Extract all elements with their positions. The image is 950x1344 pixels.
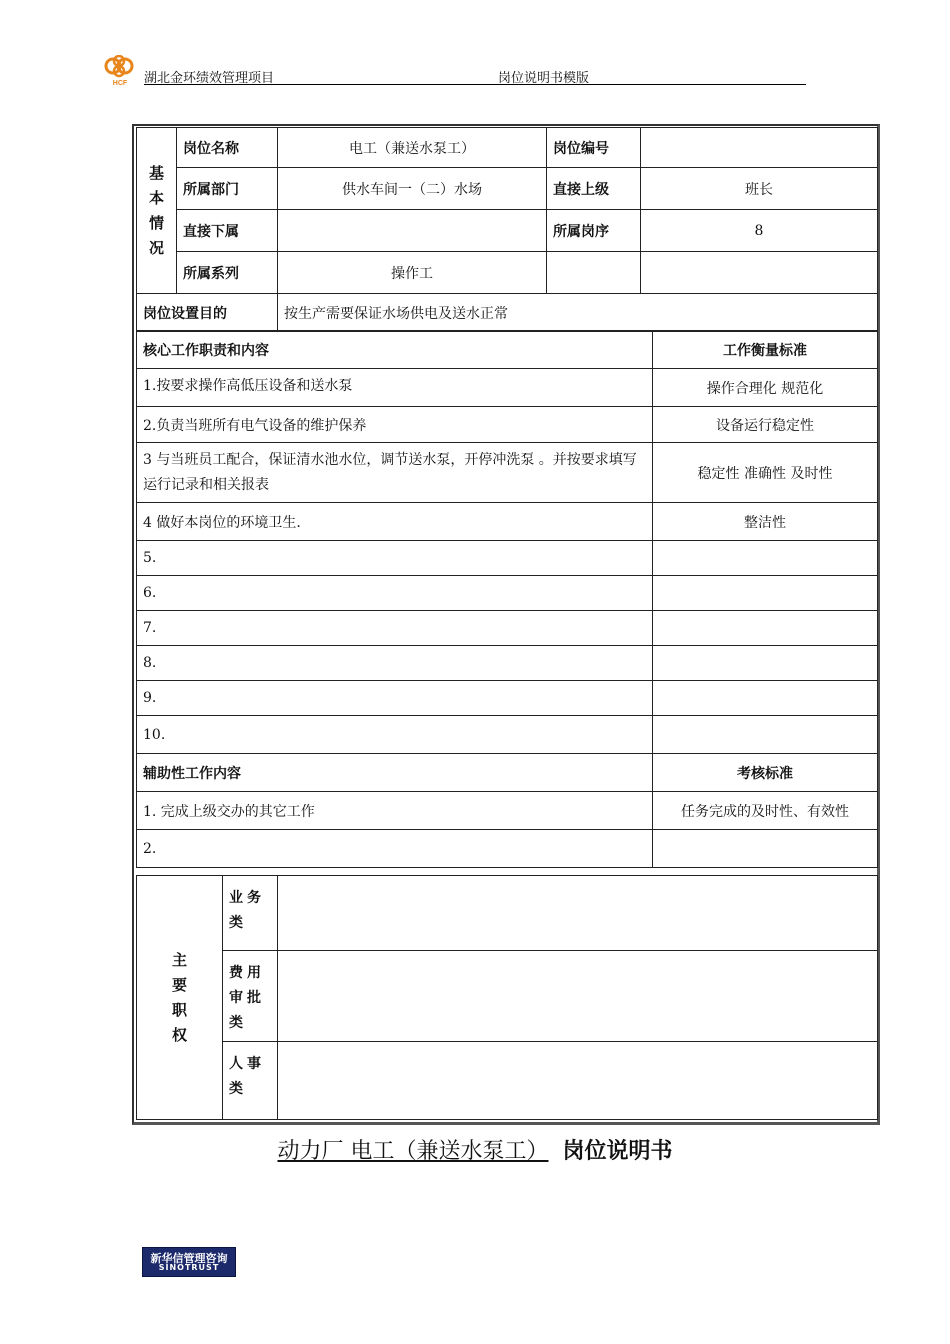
core-row-content: 4 做好本岗位的环境卫生.: [137, 503, 653, 541]
header-template-title: 岗位说明书模版: [498, 71, 590, 86]
authority-category-value: [278, 951, 878, 1042]
post-name-label: 岗位名称: [177, 128, 278, 168]
basic-info-table: [136, 127, 878, 332]
aux-row-content: 1. 完成上级交办的其它工作: [137, 792, 653, 830]
core-row-standard: [653, 716, 878, 754]
core-row-content: 8.: [137, 646, 653, 681]
dept-value: 供水车间一（二）水场: [278, 168, 547, 210]
subordinate-value: [278, 210, 547, 252]
seq-value: 8: [641, 210, 878, 252]
document-title: [0, 1134, 950, 1165]
dept-label: 所属部门: [177, 168, 278, 210]
post-name-value: 电工（兼送水泵工）: [278, 128, 547, 168]
series-value: 操作工: [278, 252, 547, 294]
core-row-standard: [653, 611, 878, 646]
document-title-suffix: 岗位说明书: [562, 1139, 673, 1164]
core-row-standard: 整洁性: [653, 503, 878, 541]
aux-row-standard: 任务完成的及时性、有效性: [653, 792, 878, 830]
aux-row-content: 2.: [137, 830, 653, 868]
core-row-standard: [653, 646, 878, 681]
core-row-content: 6.: [137, 576, 653, 611]
core-row-standard: 设备运行稳定性: [653, 407, 878, 443]
core-row-content: 10.: [137, 716, 653, 754]
svg-text:HCF: HCF: [112, 80, 128, 87]
core-standard-header: 工作衡量标准: [653, 331, 878, 369]
core-row-content: 7.: [137, 611, 653, 646]
authority-category-label: 人事类: [223, 1042, 278, 1120]
authority-category-value: [278, 876, 878, 951]
authority-table: [136, 875, 878, 1120]
superior-label: 直接上级: [547, 168, 641, 210]
core-row-standard: 操作合理化 规范化: [653, 369, 878, 407]
aux-standard-header: 考核标准: [653, 754, 878, 792]
document-title-main: 动力厂 电工（兼送水泵工）: [277, 1139, 549, 1164]
core-row-standard: 稳定性 准确性 及时性: [653, 443, 878, 503]
authority-category-value: [278, 1042, 878, 1120]
purpose-label: 岗位设置目的: [137, 294, 278, 332]
aux-row-standard: [653, 830, 878, 868]
core-row-content: 2.负责当班所有电气设备的维护保养: [137, 407, 653, 443]
subordinate-label: 直接下属: [177, 210, 278, 252]
post-no-value: [641, 128, 878, 168]
brand-cn-text: 新华信管理咨询: [150, 1252, 228, 1265]
post-no-label: 岗位编号: [547, 128, 641, 168]
purpose-value: 按生产需要保证水场供电及送水正常: [278, 294, 878, 332]
authority-category-label: 费用审批类: [223, 951, 278, 1042]
basic-section-label: 基 本 情 况: [137, 128, 177, 294]
authority-section-label: 主 要 职 权: [137, 876, 223, 1120]
core-row-content: 9.: [137, 681, 653, 716]
brand-en-text: SINOTRUST: [158, 1263, 220, 1272]
aux-header: 辅助性工作内容: [137, 754, 653, 792]
core-row-content: 1.按要求操作高低压设备和送水泵: [137, 369, 653, 407]
core-row-content: 5.: [137, 541, 653, 576]
header-project-title: 湖北金环绩效管理项目: [144, 71, 275, 86]
core-header: 核心工作职责和内容: [137, 331, 653, 369]
seq-label: 所属岗序: [547, 210, 641, 252]
core-row-standard: [653, 576, 878, 611]
core-row-standard: [653, 541, 878, 576]
core-duties-table: [136, 330, 878, 868]
header-rule: [144, 84, 806, 85]
page-header: [100, 55, 810, 87]
hcf-logo-icon: [100, 55, 140, 87]
series-empty-cell: [547, 252, 641, 294]
series-empty-cell-2: [641, 252, 878, 294]
superior-value: 班长: [641, 168, 878, 210]
authority-category-label: 业务类: [223, 876, 278, 951]
sinotrust-logo: [142, 1247, 236, 1277]
series-label: 所属系列: [177, 252, 278, 294]
core-row-standard: [653, 681, 878, 716]
core-row-content: 3 与当班员工配合，保证清水池水位，调节送水泵，开停冲洗泵 。并按要求填写运行记录和相关报表: [137, 443, 653, 503]
